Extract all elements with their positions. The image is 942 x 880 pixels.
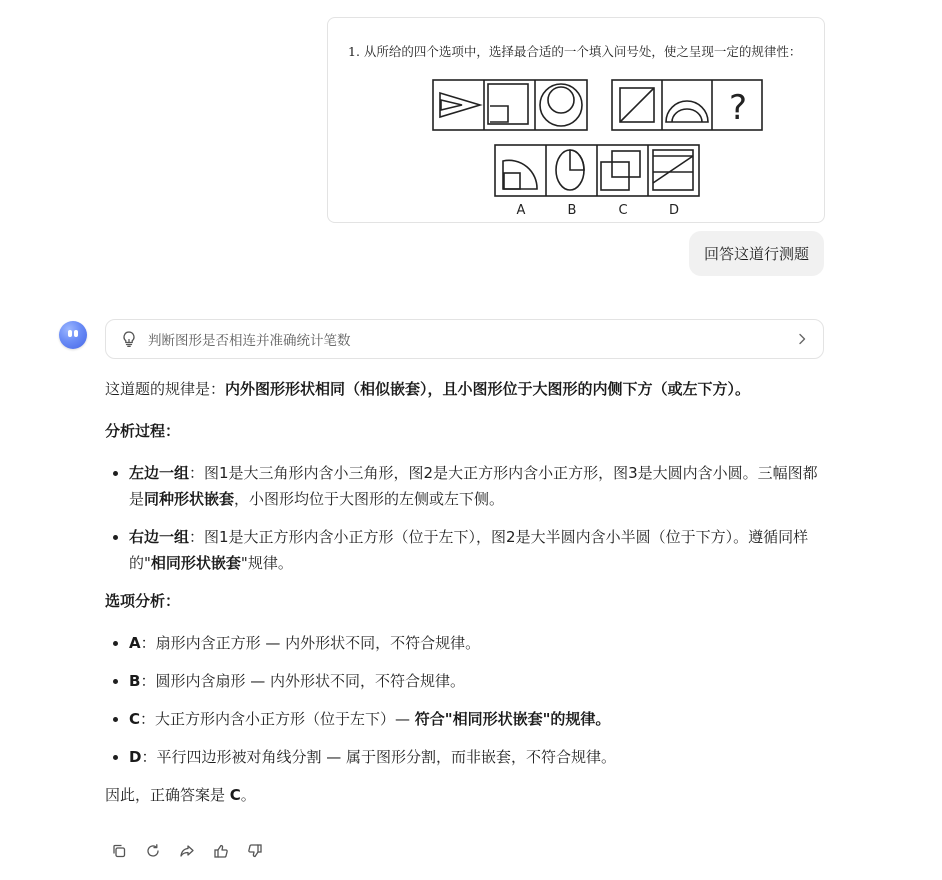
question-text: 1. 从所给的四个选项中，选择最合适的一个填入问号处，使之呈现一定的规律性： [348,44,802,59]
regenerate-button[interactable] [144,842,162,860]
list-item-option-d: • D：平行四边形被对角线分割 — 属于图形分割，而非嵌套，不符合规律。 [129,744,824,770]
chevron-right-icon [795,332,809,346]
list-item-option-b: • B：圆形内含扇形 — 内外形状不同，不符合规律。 [129,668,824,694]
option-letter-d: D [668,203,680,218]
answer-conclusion: 因此，正确答案是 C。 [105,786,256,804]
option-letter-b: B [567,203,577,218]
fig3-big-circle [540,84,582,126]
answer-intro: 这道题的规律是：内外图形形状相同（相似嵌套），且小图形位于大图形的内侧下方（或左下方）。 [105,380,751,398]
options-list [105,630,824,770]
list-item-option-a: • A：扇形内含正方形 — 内外形状不同，不符合规律。 [129,630,824,656]
thumbs-up-icon [213,843,229,859]
user-message-text: 回答这道行测题 [703,245,809,263]
regenerate-icon [145,843,161,859]
assistant-avatar [59,321,87,349]
list-item-right-group: • 右边一组：图1是大正方形内含小正方形（位于左下），图2是大半圆内含小半圆（位于下方）。遵循同样的"相同形状嵌套"规律。 [129,524,824,576]
assistant-answer [105,376,824,824]
thumbs-down-icon [247,843,263,859]
analysis-heading: 分析过程： [105,422,181,440]
question-figure [328,18,824,222]
share-icon [179,843,195,859]
unknown-mark: ? [728,88,748,128]
uploaded-question-image[interactable] [327,17,825,223]
lightbulb-icon [120,330,138,348]
user-message-bubble [689,231,824,276]
thumbs-down-button[interactable] [246,842,264,860]
thumbs-up-button[interactable] [212,842,230,860]
copy-button[interactable] [110,842,128,860]
list-item-option-c: • C：大正方形内含小正方形（位于左下）— 符合"相同形状嵌套"的规律。 [129,706,824,732]
option-c-big-square [612,151,640,177]
thinking-label: 判断图形是否相连并准确统计笔数 [148,333,351,349]
share-button[interactable] [178,842,196,860]
analysis-list [105,460,824,576]
option-letter-c: C [618,203,628,218]
message-actions [110,842,264,860]
thinking-summary-toggle[interactable] [105,319,824,359]
options-heading: 选项分析： [105,592,181,610]
list-item-left-group: • 左边一组：图1是大三角形内含小三角形，图2是大正方形内含小正方形，图3是大圆内含小圆。三幅图都是同种形状嵌套，小图形均位于大图形的左侧或左下侧。 [129,460,824,512]
copy-icon [111,843,127,859]
option-letter-a: A [516,203,526,218]
avatar-eye-right [74,330,78,337]
avatar-eye-left [68,330,72,337]
